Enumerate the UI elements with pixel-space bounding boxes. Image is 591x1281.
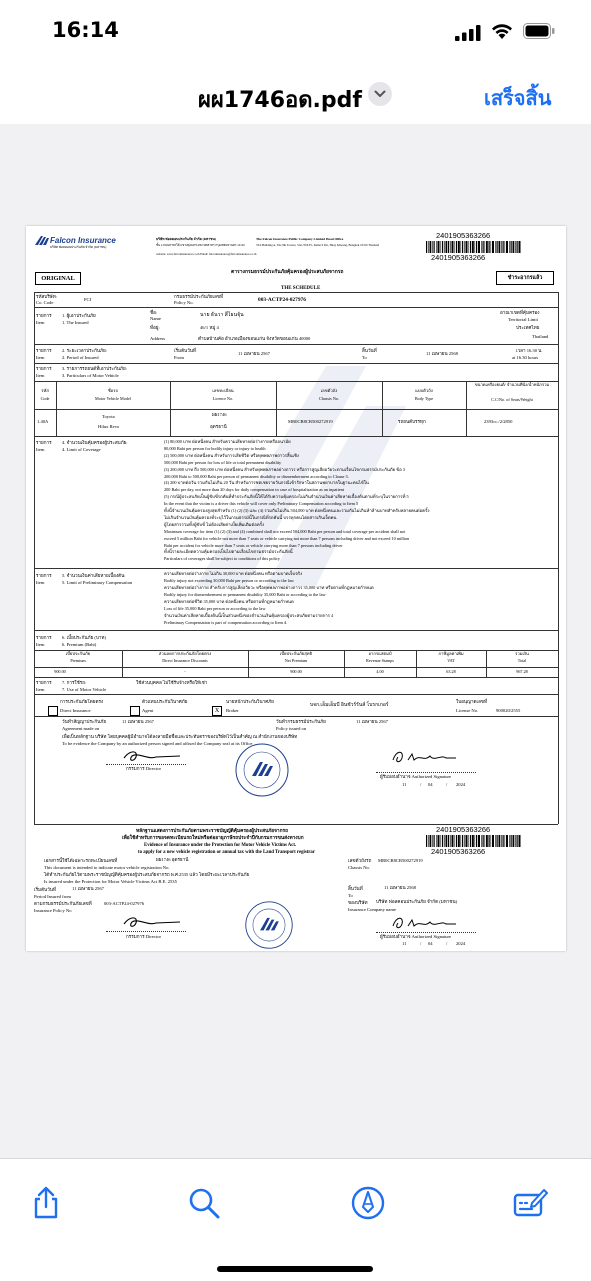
vehicle-header-th: เลขตัวถัง: [320, 388, 338, 393]
co-code-label-th: รหัสบริษัท:: [36, 294, 58, 299]
coverage-line: ทั้งนี้รายละเอียดความคุ้มครองเป็นไปตามเงื่อนไขกรมธรรม์ประกันภัยนี้: [164, 549, 293, 555]
item6-label-en: Item: [36, 642, 45, 647]
schedule-heading-th: ตารางกรมธรรม์ประกันภัยคุ้มครองผู้ประสบภัยจากรถ: [231, 270, 344, 275]
prelim-line: Bodily injury not exceeding 30,000 Baht per person or according to the law: [164, 578, 294, 583]
premium-cell: 4.00: [376, 669, 384, 674]
policy-no-value: 003-ACTP24-027976: [258, 297, 306, 303]
coverage-line: 200,000 Baht to 500,000 Baht per person of permanent disability or dismemberment according to Clause 3.: [164, 473, 349, 479]
coverage-line: 500,000 Baht per person for loss of life or total permanent disability: [164, 459, 282, 465]
sig-date-day: 11: [402, 782, 407, 787]
item1-label-en: Item: [36, 320, 45, 325]
premium-cell: 63.28: [446, 669, 456, 674]
prelim-label-en: 5. Limit of Preliminary Compensation: [62, 580, 133, 585]
coverage-line: (5) กรณีผู้ประสบภัยเป็นผู้ขับขี่รถคันที่ทำประกันภัยนี้ให้ได้รับความคุ้มครองไม่เกินจำนวนเงินค่าเสียหายเบื้องต้นตามที่ระบุในรายการที่ 5: [164, 494, 409, 500]
falcon-logo-icon: [35, 236, 49, 246]
premium-header-th: รวมเงิน: [515, 651, 529, 656]
direct-label-th: การประกันภัยโดยตรง: [60, 699, 104, 704]
vehicle-code: 1.40A: [37, 419, 49, 424]
status-time: 16:14: [52, 18, 119, 42]
policy-number-top-2: 2401905363266: [431, 253, 486, 262]
insured-label-en: 1. The Insured: [62, 320, 89, 325]
to-date: 11 เมษายน 2568: [426, 351, 458, 356]
insured-label-th: 1. ผู้เอาประกันภัย: [62, 313, 96, 318]
home-indicator[interactable]: [217, 1266, 373, 1272]
from-date: 11 เมษายน 2567: [238, 351, 270, 356]
licence-value: 900020/2555: [496, 708, 521, 713]
evidence2-th-2: เพื่อใช้สำหรับการขอจดทะเบียนรถใหม่หรือต่ออายุภาษีรถประจำปีกับกรมการขนส่งทางบก: [122, 836, 304, 841]
pdf-viewer[interactable]: [0, 124, 591, 1158]
from-label-th: เริ่มต้นวันที่: [174, 348, 196, 353]
item2-label-en: Item: [36, 355, 45, 360]
territory-label-en: Territorial Limit: [508, 317, 538, 322]
use-value: ใช้ส่วนบุคคล ไม่ใช้รับจ้างหรือให้เช่า: [136, 680, 208, 685]
broker-label-en: Broker: [226, 708, 239, 713]
prelim-line: ความเสียหายต่อร่างกาย ไม่เกิน 30,000 บาท ต่อหนึ่งคน หรือตามบาดเจ็บจริง: [164, 571, 303, 576]
company-seal-2-icon: [244, 900, 294, 950]
evidence-th: เพื่อเป็นหลักฐาน บริษัท โดยบุคคลผู้มีอำนาจได้ลงลายมือชื่อและประทับตราของบริษัทไว้เป็นสำคัญ ณ สำนักงานของบริษัท: [62, 734, 298, 739]
vehicle-header-th: เลขทะเบียน: [212, 388, 234, 393]
coverage-line: In the event that the victim is a driver this vehicle will cover only Preliminary Compensation according to Item 5: [164, 501, 359, 507]
status-bar: [0, 0, 591, 62]
use-label-th: 7. การใช้รถ:: [62, 680, 87, 685]
prelim-label-th: 5. จำนวนเงินค่าเสียหายเบื้องต้น:: [62, 573, 126, 578]
licence-label-en: License No.: [456, 708, 479, 713]
title-menu-button[interactable]: [368, 82, 392, 106]
company2-label: ของบริษัท: [348, 900, 368, 905]
company-name-th-small: บริษัท ฟอลคอนประกันภัย จำกัด (มหาชน): [50, 245, 107, 249]
authorized-signature-label-2: ผู้รับมอบอำนาจ Authorized Signature: [380, 934, 452, 939]
coverage-label-en: 4. Limit of Coverage: [62, 447, 101, 452]
co-code-value: FCI: [84, 297, 92, 302]
to2-date: 11 เมษายน 2568: [384, 885, 416, 890]
barcode-bottom: [426, 835, 521, 847]
item3-label-th: รายการ: [36, 366, 52, 371]
period2-label-en: Period Insured from: [34, 894, 71, 899]
barcode-top: [426, 241, 521, 253]
edit-icon[interactable]: [512, 1185, 548, 1221]
coverage-line: exceed 5 million Baht for vehicle not more than 7 seats or vehicle carrying not more than 7 persons including driver and not exceed 10 million: [164, 535, 410, 541]
company-address-en: 33/4 Building A, The 9th Towers, 31st-35th Fl., Rama 9 Rd., Huay Khwang, Bangkok 10310 Thailand: [256, 243, 379, 247]
agreement-date-label-en: Agreement made on: [62, 726, 100, 731]
reg-note-th: ได้ทำประกันภัยไว้ตามพระราชบัญญัติคุ้มครองผู้ประสบภัยจากรถ พ.ศ.2535 แล้ว โดยมีระยะเวลาประกันภัย: [44, 872, 250, 877]
premium-cell: 967.28: [516, 669, 528, 674]
address-label-en: Address: [150, 336, 166, 341]
issued-date-label-th: วันทำกรมธรรม์ประกันภัย: [276, 719, 326, 724]
company-web: website: www.falconinsurance.co.th Email: falconinsurance@falconinsurance.co.th: [156, 252, 257, 256]
period-label-th: 2. ระยะเวลาประกันภัย:: [62, 348, 107, 353]
company-logo-text: Falcon Insurance: [50, 236, 116, 245]
premium-header-en: Premium: [70, 658, 86, 663]
policy-no-label-en: Policy No.: [174, 300, 194, 305]
item6-label-th: รายการ: [36, 635, 52, 640]
bottom-toolbar: [0, 1158, 591, 1281]
agreement-date: 11 เมษายน 2567: [122, 719, 154, 724]
document-title[interactable]: ผผ1746อด.pdf: [198, 88, 362, 113]
company-address-th: ชั้น 4 ถนนสาทรใต้ แขวงทุ่งมหาเมฆ เขตสาทร กรุงเทพมหานคร 10120: [156, 243, 245, 247]
agent-checkbox: [130, 706, 140, 716]
coverage-line: ไม่เกินจำนวนเงินคุ้มครองที่ระบุไว้ในกรมธรรม์นี้ในกรณีที่รถคันนี้ บรรทุกคนโดยสารเกินเจ็ดคน: [164, 514, 337, 520]
use-label-en: 7. Use of Motor Vehicle: [62, 687, 107, 692]
item4-label-th: รายการ: [36, 440, 52, 445]
battery-icon: [523, 23, 555, 39]
from2-date: 11 เมษายน 2567: [72, 886, 104, 891]
vehicle-header-en: Body Type: [414, 396, 434, 401]
reg-value: ผผ1746 อุดรธานี: [156, 857, 189, 862]
premium-header-en: Direct Insurance Discounts: [162, 658, 208, 663]
company2-value: บริษัท ฟอลคอนประกันภัย จำกัด (มหาชน): [376, 899, 458, 904]
item4-label-en: Item: [36, 447, 45, 452]
coverage-line: Baht per accident for vehicle more than 7 seats or vehicle carrying more than 7 persons including driver: [164, 542, 343, 548]
sig-date-year: 2024: [456, 782, 466, 787]
vehicle-header-th: ขนาดเครื่องยนต์/ จำนวนที่นั่ง/น้ำหนักรวม: [474, 382, 550, 387]
prelim-line: Loss of life 35,000 Baht per person or according to the law: [164, 606, 266, 611]
from-label-en: From: [174, 355, 184, 360]
vehicle-province: อุดรธานี: [210, 424, 227, 429]
policy-number-2b: 2401905363266: [431, 847, 486, 856]
prelim-line: จำนวนเงินค่าเสียหายเบื้องต้นนี้เป็นส่วนหนึ่งของจำนวนเงินคุ้มครองผู้ประสบภัยตามรายการ 4: [164, 613, 334, 618]
vehicle-header-th: รหัส: [41, 388, 49, 393]
authorized-signature: [390, 748, 460, 768]
territory-value-th: ประเทศไทย: [516, 325, 540, 330]
authorized-signature-2: [390, 914, 460, 934]
chevron-down-icon: [374, 90, 386, 98]
policy-no-label-th: กรมธรรม์ประกันภัยเลขที่: [174, 294, 224, 299]
coverage-line: ผู้โดยสารรวมทั้งผู้ขับขี่ ไม่ต้องเสียค่าเบี้ยเพิ่มเติมต่อครั้ง: [164, 521, 265, 527]
premium-label-th: 6. เบี้ยประกันภัย (บาท): [62, 635, 106, 640]
premium-header-en: Net Premium: [284, 658, 308, 663]
vehicle-header-en: Licence No.: [212, 396, 234, 401]
policy-number-2: 2401905363266: [436, 825, 491, 834]
coverage-line: (3) 200,000 บาท ถึง 500,000 บาท ต่อหนึ่งคน สำหรับทุพพลภาพอย่างถาวร หรือการสูญเสียอวัยวะตามเงื่อนไขกรมธรรม์ประกันภัย ข้อ 3: [164, 466, 405, 472]
premium-header-en: VAT: [447, 658, 455, 663]
premium-cell: 900.00: [290, 669, 302, 674]
item2-label-th: รายการ: [36, 348, 52, 353]
sig2-date-year: 2024: [456, 941, 466, 946]
insured-name: นาย ธันวา สีไธนจุ้น: [200, 312, 244, 318]
markup-icon[interactable]: [350, 1185, 386, 1221]
to2-label: สิ้นวันที่: [348, 886, 363, 891]
policy2-label-th: ตามกรมธรรม์ประกันภัยเลขที่: [34, 901, 92, 906]
sig2-date-day: 11: [402, 941, 407, 946]
prelim-line: Preliminary Compensation is part of compensation according to Item 4.: [164, 620, 288, 625]
premium-header-th: เบี้ยประกันภัย: [65, 651, 91, 656]
reg-note-en-2: Is insured under the Protection for Motor Vehicle Victims Act B.E. 2535: [44, 879, 177, 884]
vehicle-header-th: ชื่อรถ: [107, 388, 119, 393]
chassis-value-2: MR0CB8CB500272919: [378, 858, 423, 863]
issued-date: 11 เมษายน 2567: [356, 719, 388, 724]
director-signature: [122, 748, 182, 764]
premium-label-en: 6. Premium (Baht): [62, 642, 97, 647]
address-line2: ตำบลบ้านค้อ อำเภอเมืองขอนแก่น จังหวัดขอนแก่น 40000: [198, 336, 311, 341]
time-en: at 16.30 hours: [512, 355, 539, 360]
vehicle-chassis: MR0CB8CB500272919: [288, 419, 333, 424]
item7-label-th: รายการ: [36, 680, 52, 685]
vehicle-label-th: 3. รายการรถยนต์ที่เอาประกันภัย:: [62, 366, 127, 371]
to-label-th: สิ้นวันที่: [362, 348, 377, 353]
policy2-label-en: Insurance Policy No: [34, 908, 72, 913]
vehicle-model: Hilux Revo: [98, 424, 120, 429]
coverage-line: (1) 80,000 บาท ต่อหนึ่งคน สำหรับความเสียหายต่อร่างกายหรืออนามัย: [164, 439, 291, 444]
evidence-en: To be evidence the Company by an authorized person signed and affixed the Company seal at its Office: [62, 741, 253, 746]
agent-label-th: ตัวแทนประกันวินาศภัย: [142, 699, 188, 704]
wifi-icon: [490, 22, 514, 40]
prelim-line: Bodily injury for dismemberment or permanent disability 35,000 Baht or according to the law: [164, 592, 326, 597]
prelim-line: ความเสียหายต่อชีวิต 35,000 บาท ต่อหนึ่งคน หรือตามที่กฎหมายกำหนด: [164, 599, 294, 604]
from2-label: เริ่มต้นวันที่: [34, 887, 56, 892]
director-signature-2: [122, 914, 182, 930]
agreement-date-label-th: วันทำสัญญาประกันภัย: [62, 719, 107, 724]
period-label-en: 2. Period of Insured: [62, 355, 99, 360]
policy-number-top: 2401905363266: [436, 231, 491, 240]
director-label: กรรมการ Director: [126, 766, 162, 771]
premium-header-th: ภาษีมูลค่าเพิ่ม: [438, 651, 464, 656]
item7-label-en: Item: [36, 687, 45, 692]
broker-checkbox: X: [212, 706, 222, 716]
share-icon[interactable]: [28, 1185, 64, 1221]
premium-header-th: เบี้ยประกันภัยสุทธิ: [279, 651, 313, 656]
item1-label-th: รายการ: [36, 313, 52, 318]
evidence2-th-1: หลักฐานแสดงการประกันภัยตามพระราชบัญญัติคุ้มครองผู้ประสบภัยจากรถ: [136, 829, 288, 834]
co-code-label-en: Co. Code: [36, 300, 54, 305]
done-button[interactable]: เสร็จสิ้น: [484, 86, 552, 110]
address-label-th: ที่อยู่:: [150, 325, 160, 330]
pdf-page: Falcon Insurance บริษัท ฟอลคอนประกันภัย จำกัด (มหาชน) บริษัท ฟอลคอนประกันภัย จำกัด (มหาชน) ชั้น 4 ถนนสาทรใต้ แขวงทุ่งมหาเมฆ เขตสาทร กรุงเทพมหานคร 10120 The Falcon Insurance Public Company Limited Head Office 33/4 Building A, The 9th Towers, 31st-35th Fl., Rama 9 Rd., Huay Khwang, Bangkok 10310 Thailand website: www.falconinsurance.co.th Email: falconinsurance@falconinsurance.co.th 2401905363266 2401905363266 ORIGINAL ตารางกรมธรรม์ประกันภัยคุ้มครองผู้ประสบภัยจากรถ ชำระอากรแล้ว THE SCHEDULE รหัสบริษัท: Co. Code FCI กรมธรรม์ประกันภัยเลขที่ Policy No. 003-ACTP24-027976 รายการ Item 1. ผู้เอาประกันภัย 1. The Insured ชื่อ: Name นาย ธันวา สีไธนจุ้น ที่อยู่: 46/1 หมู่ 4 Address ตำบลบ้านค้อ อำเภอเมืองขอนแก่น จังหวัดขอนแก่น 40000 อาณาเขตที่คุ้มครอง Territorial Limit ประเทศไทย Thailand รายการ Item 2. ระยะเวลาประกันภัย: 2. Period of Insured เริ่มต้นวันที่ From 11 เมษายน 2567 สิ้นวันที่ To 11 เมษายน 2568 เวลา 16.30 น. at 16.30 hours รายการ Item 3. รายการรถยนต์ที่เอาประกันภัย: 3. Particulars of Motor Vehicle รหัส Code ชื่อรถ Motor Vehicle Model เลขทะเบียน Licence No. เลขตัวถัง Chassis No. แบบตัวถัง Body Type ขนาดเครื่องยนต์/ จำนวนที่นั่ง/น้ำหนักรวม C.C/No. of Seats/Weight 1.40A Toyota Hilux Revo ผผ1746 อุดรธานี MR0CB8CB500272919 รถยนต์บรรทุก 2393cc./2/2850 รายการ Item 4. จำนวนเงินคุ้มครองผู้ประสบภัย: 4. Limit of Coverage (1) 80,000 บาท ต่อหนึ่งคน สำหรับความเสียหายต่อร่างกายหรืออนามัย 80,000 Baht per person for bodily injury or injury to health (2) 500,000 บาท ต่อหนึ่งคน สำหรับการเสียชีวิต หรือทุพพลภาพถาวรสิ้นเชิง 500,000 Baht per person for loss of life or total permanent disability (3) 200,000 บาท ถึง 500,000 บาท ต่อหนึ่งคน สำหรับทุพพลภาพอย่างถาวร หรือการสูญเสียอวัยวะตามเงื่อนไขกรมธรรม์ประกันภัย ข้อ 3 200,000 Baht to 500,000 Baht per person of permanent disability or dismemberment according to Clause 3. (4) 200 บาทต่อวัน รวมกันไม่เกิน 20 วัน สำหรับการชดเชยรายวันกรณีเข้ารักษาในสถานพยาบาลในฐานะคนไข้ใน 200 Baht per day, not more than 20 days for daily compensation in case of hospitalization as an inpatient (5) กรณีผู้ประสบภัยเป็นผู้ขับขี่รถคันที่ทำประกันภัยนี้ให้ได้รับความคุ้มครองไม่เกินจำนวนเงินค่าเสียหายเบื้องต้นตามที่ระบุในรายการที่ 5 In the event that the victim is a driver this vehicle will cover only Preliminary Compensation according to Item 5 ทั้งนี้จำนวนเงินคุ้มครองสูงสุดสำหรับ (1) (2) (3) และ (4) รวมกันไม่เกิน 504,000 บาท ต่อหนึ่งคนและรวมกันไม่เกินห้าล้านบาทสำหรับหลายคนต่อครั้ง ไม่เกินจำนวนเงินคุ้มครองที่ระบุไว้ในกรมธรรม์นี้ในกรณีที่รถคันนี้ บรรทุกคนโดยสารเกินเจ็ดคน ผู้โดยสารรวมทั้งผู้ขับขี่ ไม่ต้องเสียค่าเบี้ยเพิ่มเติมต่อครั้ง Maximum coverage for item (1) (2) (3) and (4) combined shall not exceed 504,000 Baht per person and total coverage per accident shall not exceed 5 million Baht for vehicle not more than 7 seats or vehicle carrying not more than 7 persons including driver and not exceed 10 million Baht per accident for vehicle more than 7 seats or vehicle carrying more than 7 persons including driver ทั้งนี้รายละเอียดความคุ้มครองเป็นไปตามเงื่อนไขกรมธรรม์ประกันภัยนี้ Particulars of coverages shall be subject to conditions of this policy รายการ Item 5. จำนวนเงินค่าเสียหายเบื้องต้น: 5. Limit of Preliminary Compensation ความเสียหายต่อร่างกาย ไม่เกิน 30,000 บาท ต่อหนึ่งคน หรือตามบาดเจ็บจริง Bodily injury not exceeding 30,000 Baht per person or according to the law ความเสียหายต่อร่างกาย สำหรับการสูญเสียอวัยวะ หรือทุพพลภาพอย่างถาวร 35,000 บาท หรือตามที่กฎหมายกำหนด Bodily injury for dismemberment or permanent disability 35,000 Baht or according to the law ความเสียหายต่อชีวิต 35,000 บาท ต่อหนึ่งคน หรือตามที่กฎหมายกำหนด Loss of life 35,000 Baht per person or according to the law จำนวนเงินค่าเสียหายเบื้องต้นนี้เป็นส่วนหนึ่งของจำนวนเงินคุ้มครองผู้ประสบภัยตามรายการ 4 Preliminary Compensation is part of compensation according to Item 4. รายการ Item 6. เบี้ยประกันภัย (บาท) 6. Premium (Baht) เบี้ยประกันภัย Premium ส่วนลดการประกันภัยโดยตรง Direct Insurance Discounts เบี้ยประกันภัยสุทธิ Net Premium อากรแสตมป์ Revenue Stamps ภาษีมูลค่าเพิ่ม VAT รวมเงิน Total 900.00 - 900.00 4.00 63.28 967.28 รายการ Item 7. การใช้รถ: 7. Use of Motor Vehicle ใช้ส่วนบุคคล ไม่ใช้รับจ้างหรือให้เช่า การประกันภัยโดยตรง Direct Insurance ตัวแทนประกันวินาศภัย Agent X นายหน้าประกันวินาศภัย Broker บจก.เอ็มเอ็มบี อินชัวร์รันส์ โบรกเกอร์ ใบอนุญาตเลขที่ License No. 900020/2555 วันทำสัญญาประกันภัย 11 เมษายน 2567 Agreement made on วันทำกรมธรรม์ประกันภัย 11 เมษายน 2567 Policy issued on เพื่อเป็นหลักฐาน บริษัท โดยบุคคลผู้มีอำนาจได้ลงลายมือชื่อและประทับตราของบริษัทไว้เป็นสำคัญ ณ สำนักงานของบริษัท To be evidence the Company by an authorized person signed and affixed the Company seal at its Office กรรมการ Director ผู้รับมอบอำนาจ Authorized Signature 11 / 04 / 2024 หลักฐานแสดงการประกันภัยตามพระราชบัญญัติคุ้มครองผู้ประสบภัยจากรถ เพื่อใช้สำหรับการขอจดทะเบียนรถใหม่หรือต่ออายุภาษีรถประจำปีกับกรมการขนส่งทางบก Evidence of Insurance under the Protection for Motor Vehicle Victims Act. to apply for a new vehicle registration or annual tax with the Land Transport registrar 2401905363266 2401905363266 เอกสารนี้ใช้ได้เฉพาะรถทะเบียนเลขที่ ผผ1746 อุดรธานี เลขตัวถังรถ Chassis No. MR0CB8CB500272919 This document is intended to indicate motor vehicle registration No. ได้ทำประกันภัยไว้ตามพระราชบัญญัติคุ้มครองผู้ประสบภัยจากรถ พ.ศ.2535 แล้ว โดยมีระยะเวลาประกันภัย Is insured under the Protection for Motor Vehicle Victims Act B.E. 2535 เริ่มต้นวันที่ 11 เมษายน 2567 Period Insured from ตามกรมธรรม์ประกันภัยเลขที่ 003-ACTP24-027976 Insurance Policy No สิ้นวันที่ 11 เมษายน 2568 To ของบริษัท บริษัท ฟอลคอนประกันภัย จำกัด (มหาชน) Insurance Company name กรรมการ Director ผู้รับมอบอำนาจ Authorized Signature 11 / 04 / 2024: [26, 226, 566, 951]
policy2-value: 003-ACTP24-027976: [104, 901, 145, 906]
direct-label-en: Direct Insurance: [60, 708, 91, 713]
vehicle-body-type: รถยนต์บรรทุก: [398, 419, 426, 424]
schedule-heading-en: THE SCHEDULE: [281, 286, 321, 291]
coverage-line: Maximum coverage for item (1) (2) (3) and (4) combined shall not exceed 504,000 Baht per person and total coverage per accident shall not: [164, 528, 406, 534]
broker-name: บจก.เอ็มเอ็มบี อินชัวร์รันส์ โบรกเกอร์: [310, 703, 389, 708]
nav-bar: [0, 62, 591, 124]
to-label-en: To: [362, 355, 367, 360]
premium-header-en: Total: [517, 658, 527, 663]
address-line1: 46/1 หมู่ 4: [200, 325, 219, 330]
company-seal-icon: [234, 742, 290, 798]
reg-label-th: เอกสารนี้ใช้ได้เฉพาะรถทะเบียนเลขที่: [44, 858, 118, 863]
coverage-line: ทั้งนี้จำนวนเงินคุ้มครองสูงสุดสำหรับ (1) (2) (3) และ (4) รวมกันไม่เกิน 504,000 บาท ต่อหนึ่งคนและรวมกันไม่เกินห้าล้านบาทสำหรับหลายคนต่อครั้ง: [164, 508, 430, 513]
item5-label-th: รายการ: [36, 573, 52, 578]
broker-label-th: นายหน้าประกันวินาศภัย: [226, 699, 274, 704]
vehicle-header-th: แบบตัวถัง: [415, 388, 433, 393]
sig-date-month: 04: [428, 782, 433, 787]
name-label-th: ชื่อ:: [150, 310, 158, 315]
name-label-en: Name: [150, 316, 161, 321]
coverage-line: 200 Baht per day, not more than 20 days for daily compensation in case of hospitalization as an inpatient: [164, 487, 345, 493]
coverage-line: (2) 500,000 บาท ต่อหนึ่งคน สำหรับการเสียชีวิต หรือทุพพลภาพถาวรสิ้นเชิง: [164, 452, 300, 458]
coverage-line: (4) 200 บาทต่อวัน รวมกันไม่เกิน 20 วัน สำหรับการชดเชยรายวันกรณีเข้ารักษาในสถานพยาบาลในฐานะคนไข้ใน: [164, 480, 369, 486]
reg-note-en: This document is intended to indicate motor vehicle registration No.: [44, 865, 170, 870]
director-label-2: กรรมการ Director: [126, 934, 162, 939]
vehicle-licence: ผผ1746: [212, 412, 227, 417]
premium-cell: -: [184, 669, 186, 674]
territory-value-en: Thailand: [532, 334, 549, 339]
issued-date-label-en: Policy issued on: [276, 726, 307, 731]
premium-cell: 900.00: [54, 669, 66, 674]
vehicle-header-en: Motor Vehicle Model: [95, 396, 131, 401]
stamp-paid-label: ชำระอากรแล้ว: [496, 271, 554, 285]
to2-label-en: To: [348, 893, 353, 898]
coverage-line: 80,000 Baht per person for bodily injury or injury to health: [164, 445, 266, 451]
company-name-en: The Falcon Insurance Public Company Limited Head Office: [256, 237, 344, 241]
vehicle-cc: 2393cc./2/2850: [484, 419, 513, 424]
vehicle-header-en: Code: [40, 396, 50, 401]
item5-label-en: Item: [36, 580, 45, 585]
original-label: ORIGINAL: [35, 272, 81, 285]
vehicle-header-en: Chassis No.: [318, 396, 339, 401]
coverage-label-th: 4. จำนวนเงินคุ้มครองผู้ประสบภัย:: [62, 440, 128, 445]
vehicle-label-en: 3. Particulars of Motor Vehicle: [62, 373, 119, 378]
agent-label-en: Agent: [142, 708, 154, 713]
premium-header-th: อากรแสตมป์: [368, 651, 392, 656]
coverage-line: Particulars of coverages shall be subject to conditions of this policy: [164, 556, 280, 562]
evidence2-en-1: Evidence of Insurance under the Protection for Motor Vehicle Victims Act.: [144, 843, 297, 848]
evidence2-en-2: to apply for a new vehicle registration or annual tax with the Land Transport registrar: [138, 850, 315, 855]
sig2-date-month: 04: [428, 941, 433, 946]
vehicle-make: Toyota: [102, 414, 115, 419]
item3-label-en: Item: [36, 373, 45, 378]
prelim-line: ความเสียหายต่อร่างกาย สำหรับการสูญเสียอวัยวะ หรือทุพพลภาพอย่างถาวร 35,000 บาท หรือตามที่กฎหมายกำหนด: [164, 585, 374, 590]
company-name-th: บริษัท ฟอลคอนประกันภัย จำกัด (มหาชน): [156, 237, 216, 241]
territory-label-th: อาณาเขตที่คุ้มครอง: [500, 310, 540, 315]
cellular-signal-icon: [455, 25, 481, 41]
premium-header-en: Revenue Stamps: [365, 658, 395, 663]
vehicle-header-en: C.C/No. of Seats/Weight: [491, 397, 533, 402]
company2-label-en: Insurance Company name: [348, 907, 396, 912]
chassis-label-en: Chassis No.: [348, 865, 370, 870]
search-icon[interactable]: [186, 1185, 222, 1221]
licence-label-th: ใบอนุญาตเลขที่: [456, 699, 488, 704]
chassis-label-th: เลขตัวถังรถ: [348, 858, 372, 863]
authorized-signature-label: ผู้รับมอบอำนาจ Authorized Signature: [380, 774, 452, 779]
direct-checkbox: [48, 706, 58, 716]
time-th: เวลา 16.30 น.: [516, 348, 543, 353]
premium-header-th: ส่วนลดการประกันภัยโดยตรง: [158, 651, 212, 656]
